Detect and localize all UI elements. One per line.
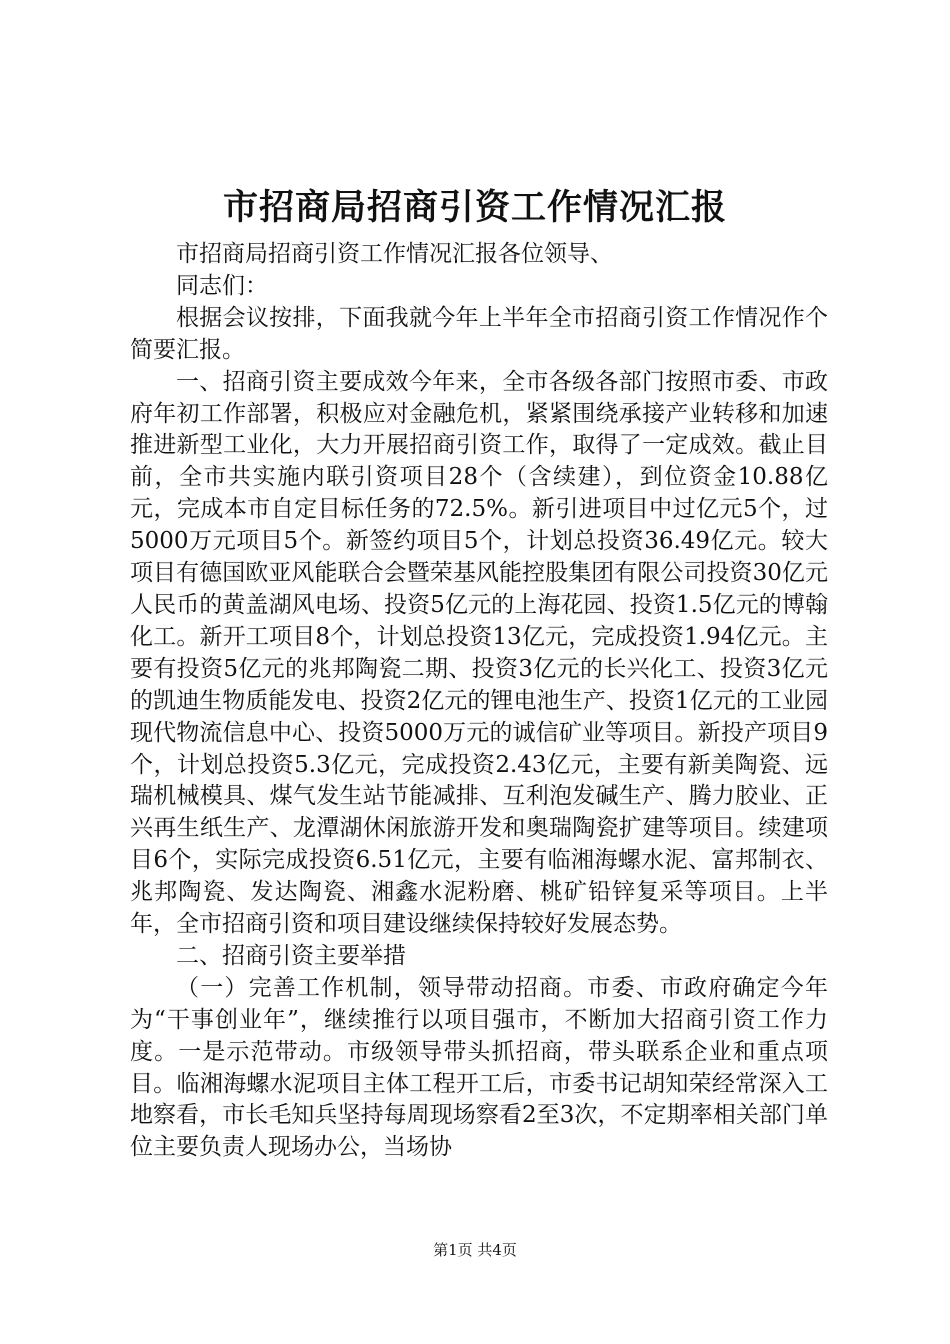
section-one-paragraph: 一、招商引资主要成效今年来，全市各级各部门按照市委、市政府年初工作部署，积极应对金融危机，紧紧围绕承接产业转移和加速推进新型工业化，大力开展招商引资工作，取得了一定成效。截止目前，全市共实施内联引资项目28个（含续建），到位资金10.88亿元，完成本市自定目标任务的72.5%。新引进项目中过亿元5个，过5000万元项目5个。新签约项目5个，计划总投资36.49亿元。较大项目有德国欧亚风能联合会暨荣基风能控股集团有限公司投资30亿元人民币的黄盖湖风电场、投资5亿元的上海花园、投资1.5亿元的博翰化工。新开工项目8个，计划总投资13亿元，完成投资1.94亿元。主要有投资5亿元的兆邦陶瓷二期、投资3亿元的长兴化工、投资3亿元的凯迪生物质能发电、投资2亿元的锂电池生产、投资1亿元的工业园现代物流信息中心、投资5000万元的诚信矿业等项目。新投产项目9个，计划总投资5.3亿元，完成投资2.43亿元，主要有新美陶瓷、远瑞机械模具、煤气发生站节能减排、互利泡发碱生产、腾力胶业、正兴再生纸生产、龙潭湖休闲旅游开发和奥瑞陶瓷扩建等项目。续建项目6个，实际完成投资6.51亿元，主要有临湘海螺水泥、富邦制衣、兆邦陶瓷、发达陶瓷、湘鑫水泥粉磨、桃矿铅锌复采等项目。上半年，全市招商引资和项目建设继续保持较好发展态势。 [130,368,828,938]
document-body [130,239,828,1164]
document-title: 市招商局招商引资工作情况汇报 [222,187,727,228]
intro-paragraph: 根据会议按排，下面我就今年上半年全市招商引资工作情况作个简要汇报。 [130,304,828,363]
page-footer: 第1页 共4页 [433,1241,517,1259]
subsection-one-paragraph: （一）完善工作机制，领导带动招商。市委、市政府确定今年为“干事创业年”，继续推行以项目强市，不断加大招商引资工作力度。一是示范带动。市级领导带头抓招商，带头联系企业和重点项目。临湘海螺水泥项目主体工程开工后，市委书记胡知荣经常深入工地察看，市长毛知兵坚持每周现场察看2至3次，不定期率相关部门单位主要负责人现场办公，当场协 [130,974,828,1161]
salutation-line: 市招商局招商引资工作情况汇报各位领导、 [176,241,613,267]
section-two-heading: 二、招商引资主要举措 [176,942,406,969]
salutation-comrades: 同志们： [176,272,268,299]
